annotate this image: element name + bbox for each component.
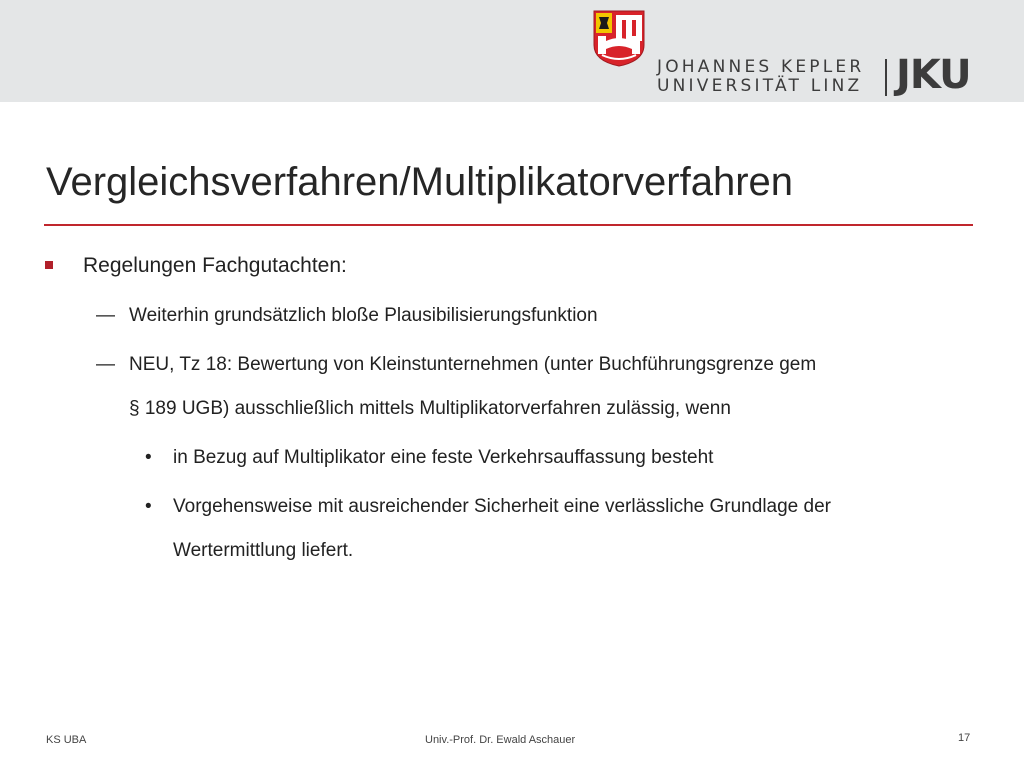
dash-bullet-icon: — — [96, 354, 115, 375]
bullet-level-1: Regelungen Fachgutachten: — [83, 254, 347, 277]
point-1: in Bezug auf Multiplikator eine feste Verkehrsauffassung besteht — [173, 447, 714, 468]
footer-left: KS UBA — [46, 734, 87, 746]
logo-line-2: UNIVERSITÄT LINZ — [657, 76, 863, 96]
logo-divider — [885, 59, 887, 96]
sub-bullet-2-line-1: NEU, Tz 18: Bewertung von Kleinstunternehmen (unter Buchführungsgrenze gem — [129, 354, 817, 375]
logo-abbreviation: JKU — [896, 52, 971, 98]
dot-bullet-icon: • — [145, 496, 152, 517]
slide-title: Vergleichsverfahren/Multiplikatorverfahren — [46, 160, 794, 204]
footer-author: Univ.-Prof. Dr. Ewald Aschauer — [425, 734, 576, 746]
sub-bullet-2-line-2: § 189 UGB) ausschließlich mittels Multiplikatorverfahren zulässig, wenn — [129, 398, 731, 419]
square-bullet-icon — [45, 261, 53, 269]
dot-bullet-icon: • — [145, 447, 152, 468]
sub-bullet-1: Weiterhin grundsätzlich bloße Plausibilisierungsfunktion — [129, 305, 598, 326]
logo-line-1: JOHANNES KEPLER — [657, 57, 865, 77]
university-name — [657, 58, 864, 96]
point-2-line-2: Wertermittlung liefert. — [173, 540, 354, 561]
university-crest-icon — [592, 9, 646, 67]
header-bar — [0, 0, 1024, 102]
point-2-line-1: Vorgehensweise mit ausreichender Sicherheit eine verlässliche Grundlage der — [173, 496, 831, 517]
page-number: 17 — [958, 732, 971, 744]
dash-bullet-icon: — — [96, 305, 115, 326]
title-divider — [44, 224, 973, 226]
